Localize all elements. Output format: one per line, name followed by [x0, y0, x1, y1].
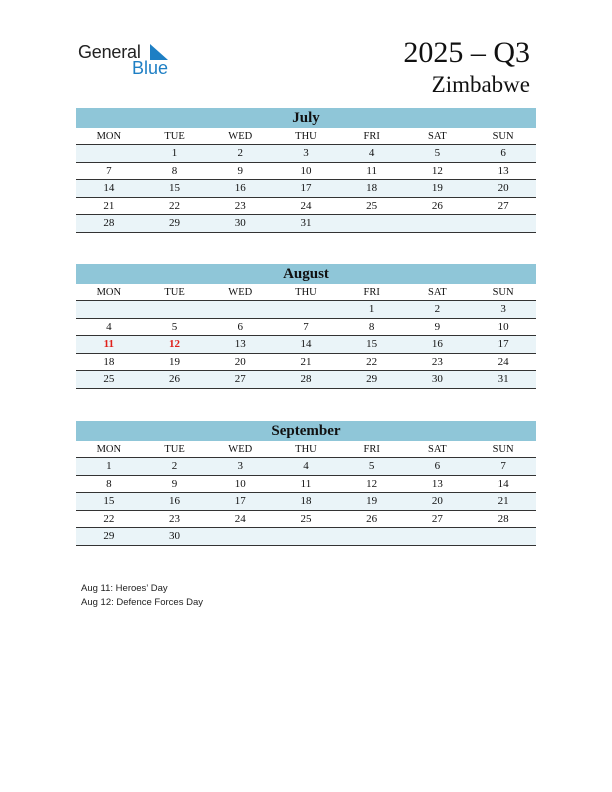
- empty-cell: [405, 215, 471, 233]
- weekday-header: SAT: [405, 128, 471, 145]
- day-cell: 17: [207, 493, 273, 511]
- day-cell: 2: [207, 145, 273, 163]
- calendar-grid: [76, 441, 536, 546]
- empty-cell: [339, 215, 405, 233]
- day-cell: 28: [273, 371, 339, 389]
- holiday-notes: [81, 582, 203, 610]
- month-august: [76, 264, 536, 389]
- weekday-header: TUE: [142, 284, 208, 301]
- day-cell: 10: [273, 162, 339, 180]
- day-cell: 24: [273, 197, 339, 215]
- week-row: [76, 475, 536, 493]
- day-cell: 6: [405, 458, 471, 476]
- holiday-note: Aug 12: Defence Forces Day: [81, 597, 203, 608]
- week-row: [76, 215, 536, 233]
- empty-cell: [142, 301, 208, 319]
- day-cell: 28: [470, 510, 536, 528]
- day-cell: 26: [405, 197, 471, 215]
- day-cell: 30: [142, 528, 208, 546]
- day-cell: 5: [339, 458, 405, 476]
- day-cell: 22: [76, 510, 142, 528]
- day-cell: 13: [470, 162, 536, 180]
- day-cell: 28: [76, 215, 142, 233]
- day-cell: 17: [273, 180, 339, 198]
- weekday-header: MON: [76, 441, 142, 458]
- day-cell: 23: [405, 353, 471, 371]
- empty-cell: [273, 528, 339, 546]
- day-cell: 31: [470, 371, 536, 389]
- day-cell: 7: [76, 162, 142, 180]
- day-cell: 21: [470, 493, 536, 511]
- day-cell: 4: [273, 458, 339, 476]
- day-cell: 10: [470, 318, 536, 336]
- weekday-header: FRI: [339, 284, 405, 301]
- day-cell: 24: [470, 353, 536, 371]
- day-cell: 26: [339, 510, 405, 528]
- calendar-grid: [76, 284, 536, 389]
- day-cell: 22: [339, 353, 405, 371]
- day-cell: 15: [76, 493, 142, 511]
- week-row: [76, 318, 536, 336]
- day-cell: 11: [76, 336, 142, 354]
- empty-cell: [405, 528, 471, 546]
- weekday-header: SAT: [405, 284, 471, 301]
- day-cell: 25: [273, 510, 339, 528]
- empty-cell: [76, 301, 142, 319]
- week-row: [76, 353, 536, 371]
- day-cell: 12: [405, 162, 471, 180]
- day-cell: 8: [76, 475, 142, 493]
- day-cell: 2: [405, 301, 471, 319]
- day-cell: 29: [339, 371, 405, 389]
- day-cell: 16: [142, 493, 208, 511]
- week-row: [76, 301, 536, 319]
- day-cell: 14: [273, 336, 339, 354]
- weekday-header: TUE: [142, 441, 208, 458]
- day-cell: 22: [142, 197, 208, 215]
- month-title: July: [76, 108, 536, 128]
- logo-text-general: General: [78, 42, 141, 62]
- weekday-header: MON: [76, 284, 142, 301]
- day-cell: 20: [207, 353, 273, 371]
- day-cell: 15: [339, 336, 405, 354]
- day-cell: 27: [207, 371, 273, 389]
- day-cell: 4: [339, 145, 405, 163]
- day-cell: 24: [207, 510, 273, 528]
- empty-cell: [470, 215, 536, 233]
- day-cell: 7: [470, 458, 536, 476]
- day-cell: 18: [339, 180, 405, 198]
- empty-cell: [339, 528, 405, 546]
- weekday-header: SUN: [470, 284, 536, 301]
- day-cell: 23: [207, 197, 273, 215]
- day-cell: 5: [405, 145, 471, 163]
- weekday-header: WED: [207, 441, 273, 458]
- month-title: September: [76, 421, 536, 441]
- day-cell: 14: [470, 475, 536, 493]
- week-row: [76, 336, 536, 354]
- empty-cell: [76, 145, 142, 163]
- empty-cell: [207, 528, 273, 546]
- day-cell: 30: [207, 215, 273, 233]
- day-cell: 18: [273, 493, 339, 511]
- day-cell: 1: [76, 458, 142, 476]
- day-cell: 4: [76, 318, 142, 336]
- day-cell: 12: [339, 475, 405, 493]
- day-cell: 11: [273, 475, 339, 493]
- day-cell: 8: [142, 162, 208, 180]
- day-cell: 5: [142, 318, 208, 336]
- day-cell: 30: [405, 371, 471, 389]
- calendar-grid: [76, 128, 536, 233]
- weekday-header: SUN: [470, 128, 536, 145]
- week-row: [76, 180, 536, 198]
- weekday-header: SAT: [405, 441, 471, 458]
- holiday-note: Aug 11: Heroes’ Day: [81, 583, 168, 594]
- day-cell: 6: [207, 318, 273, 336]
- day-cell: 25: [339, 197, 405, 215]
- weekday-header: FRI: [339, 128, 405, 145]
- day-cell: 14: [76, 180, 142, 198]
- day-cell: 27: [405, 510, 471, 528]
- day-cell: 9: [405, 318, 471, 336]
- day-cell: 9: [142, 475, 208, 493]
- day-cell: 27: [470, 197, 536, 215]
- weekday-header: THU: [273, 284, 339, 301]
- weekday-header: THU: [273, 441, 339, 458]
- country-subtitle: Zimbabwe: [431, 72, 530, 97]
- day-cell: 21: [273, 353, 339, 371]
- day-cell: 17: [470, 336, 536, 354]
- week-row: [76, 458, 536, 476]
- generalblue-logo: [78, 40, 188, 80]
- day-cell: 19: [339, 493, 405, 511]
- day-cell: 10: [207, 475, 273, 493]
- day-cell: 3: [273, 145, 339, 163]
- day-cell: 31: [273, 215, 339, 233]
- day-cell: 19: [405, 180, 471, 198]
- weekday-header: WED: [207, 284, 273, 301]
- day-cell: 9: [207, 162, 273, 180]
- empty-cell: [273, 301, 339, 319]
- week-row: [76, 197, 536, 215]
- week-row: [76, 510, 536, 528]
- weekday-header: TUE: [142, 128, 208, 145]
- day-cell: 7: [273, 318, 339, 336]
- month-title: August: [76, 264, 536, 284]
- week-row: [76, 145, 536, 163]
- day-cell: 3: [207, 458, 273, 476]
- day-cell: 20: [470, 180, 536, 198]
- day-cell: 2: [142, 458, 208, 476]
- week-row: [76, 493, 536, 511]
- day-cell: 8: [339, 318, 405, 336]
- day-cell: 23: [142, 510, 208, 528]
- day-cell: 12: [142, 336, 208, 354]
- day-cell: 13: [207, 336, 273, 354]
- day-cell: 3: [470, 301, 536, 319]
- day-cell: 16: [207, 180, 273, 198]
- weekday-header: SUN: [470, 441, 536, 458]
- week-row: [76, 162, 536, 180]
- day-cell: 29: [76, 528, 142, 546]
- empty-cell: [207, 301, 273, 319]
- day-cell: 19: [142, 353, 208, 371]
- day-cell: 1: [142, 145, 208, 163]
- empty-cell: [470, 528, 536, 546]
- page-title: 2025 – Q3: [403, 36, 530, 69]
- month-september: [76, 421, 536, 546]
- day-cell: 21: [76, 197, 142, 215]
- day-cell: 26: [142, 371, 208, 389]
- weekday-header: THU: [273, 128, 339, 145]
- day-cell: 6: [470, 145, 536, 163]
- day-cell: 25: [76, 371, 142, 389]
- week-row: [76, 528, 536, 546]
- day-cell: 1: [339, 301, 405, 319]
- day-cell: 11: [339, 162, 405, 180]
- day-cell: 16: [405, 336, 471, 354]
- weekday-header: MON: [76, 128, 142, 145]
- day-cell: 18: [76, 353, 142, 371]
- weekday-header: FRI: [339, 441, 405, 458]
- weekday-header: WED: [207, 128, 273, 145]
- month-july: [76, 108, 536, 233]
- day-cell: 13: [405, 475, 471, 493]
- day-cell: 15: [142, 180, 208, 198]
- week-row: [76, 371, 536, 389]
- day-cell: 29: [142, 215, 208, 233]
- logo-text-blue: Blue: [132, 58, 169, 78]
- day-cell: 20: [405, 493, 471, 511]
